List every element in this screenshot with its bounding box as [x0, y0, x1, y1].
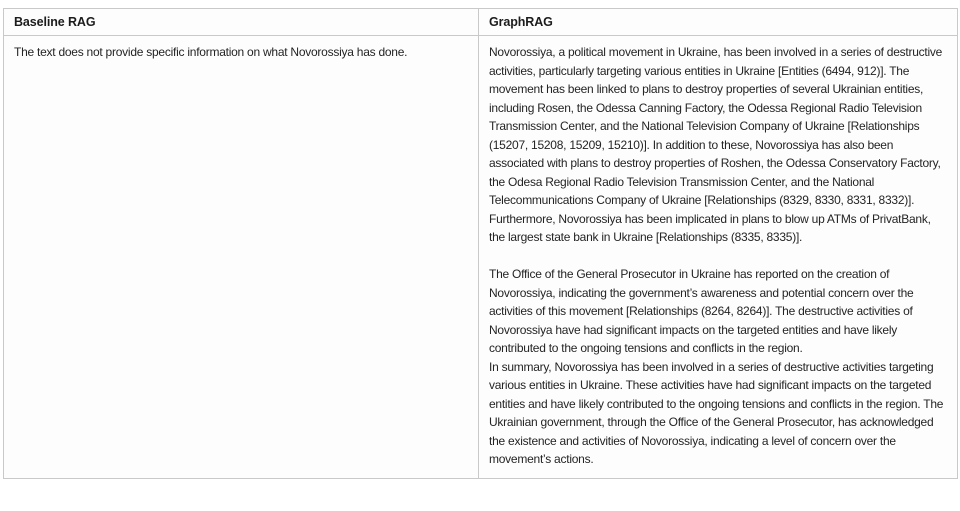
graphrag-cell [479, 36, 958, 479]
column-header-baseline-rag: Baseline RAG [4, 9, 479, 36]
baseline-rag-cell [4, 36, 479, 479]
header-row [4, 9, 958, 36]
table-row [4, 36, 958, 479]
graphrag-paragraph-3: In summary, Novorossiya has been involved in a series of destructive activities targeting various entities in Ukraine. These activities have had significant impacts on the targeted entities and have likely contributed to the ongoing tensions and conflicts in the region. The Ukrainian government, through the Office of the General Prosecutor, has acknowledged the existence and activities of Novorossiya, indicating a level of concern over the movement’s actions. [489, 359, 944, 466]
graphrag-paragraph-2: The Office of the General Prosecutor in Ukraine has reported on the creation of Novorossiya, indicating the government’s awareness and potential concern over the activities of this movement [Relationships (8264, 8264)]. The destructive activities of Novorossiya have had significant impacts on the targeted entities and have likely contributed to the ongoing tensions and conflicts in the region. [489, 267, 914, 355]
graphrag-paragraph-1: Novorossiya, a political movement in Ukraine, has been involved in a series of destructive activities, particularly targeting various entities in Ukraine [Entities (6494, 912)]. The movement has been linked to plans to destroy properties of several Ukrainian entities, including Rosen, the Odessa Canning Factory, the Odessa Regional Radio Television Transmission Center, and the National Television Company of Ukraine [Relationships (15207, 15208, 15209, 15210)]. In addition to these, Novorossiya has also been associated with plans to destroy properties of Roshen, the Odessa Conservatory Factory, the Odesa Regional Radio Television Transmission Center, and the National Telecommunications Company of Ukraine [Relationships (8329, 8330, 8331, 8332)]. Furthermore, Novorossiya has been implicated in plans to blow up ATMs of PrivatBank, the largest state bank in Ukraine [Relationships (8335, 8335)]. [489, 45, 943, 244]
rag-comparison-table [3, 8, 958, 479]
baseline-rag-answer: The text does not provide specific information on what Novorossiya has done. [14, 45, 408, 59]
column-header-graphrag: GraphRAG [479, 9, 958, 36]
